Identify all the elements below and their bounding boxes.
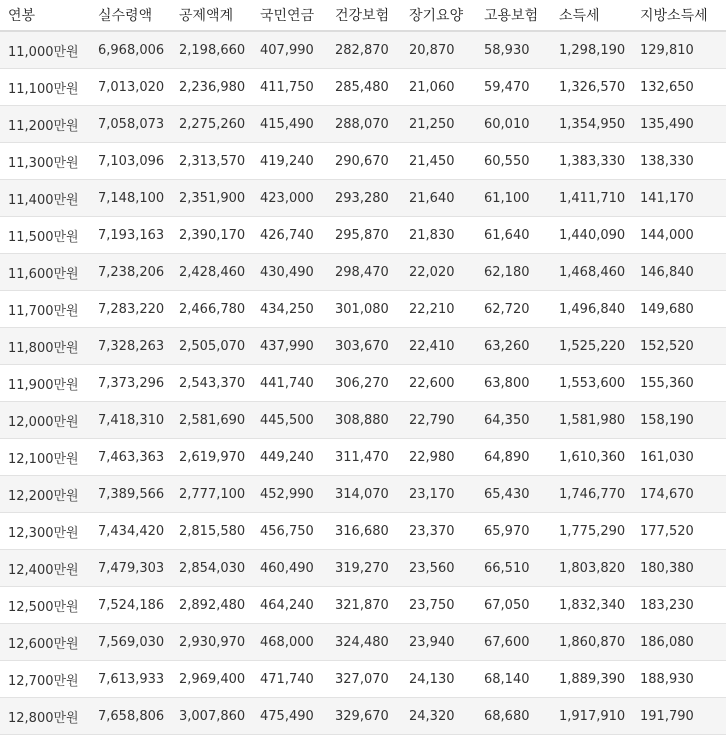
value-cell: 2,777,100	[171, 476, 252, 513]
table-row	[0, 31, 726, 69]
value-cell: 7,238,206	[90, 254, 171, 291]
table-header	[0, 0, 726, 31]
value-cell: 7,013,020	[90, 69, 171, 106]
value-cell: 22,790	[401, 402, 476, 439]
table-row	[0, 217, 726, 254]
salary-cell: 11,800만원	[0, 328, 90, 365]
value-cell: 67,600	[476, 624, 551, 661]
value-cell: 460,490	[252, 550, 327, 587]
table-row	[0, 143, 726, 180]
value-cell: 21,830	[401, 217, 476, 254]
value-cell: 1,832,340	[551, 587, 632, 624]
value-cell: 21,250	[401, 106, 476, 143]
value-cell: 301,080	[327, 291, 401, 328]
salary-cell: 12,300만원	[0, 513, 90, 550]
value-cell: 23,940	[401, 624, 476, 661]
value-cell: 63,800	[476, 365, 551, 402]
value-cell: 2,236,980	[171, 69, 252, 106]
value-cell: 2,854,030	[171, 550, 252, 587]
value-cell: 319,270	[327, 550, 401, 587]
value-cell: 303,670	[327, 328, 401, 365]
value-cell: 464,240	[252, 587, 327, 624]
column-header: 건강보험	[327, 0, 401, 31]
value-cell: 63,260	[476, 328, 551, 365]
table-row	[0, 402, 726, 439]
table-row	[0, 106, 726, 143]
header-row	[0, 0, 726, 31]
value-cell: 183,230	[632, 587, 726, 624]
value-cell: 22,210	[401, 291, 476, 328]
value-cell: 329,670	[327, 698, 401, 735]
value-cell: 2,313,570	[171, 143, 252, 180]
value-cell: 177,520	[632, 513, 726, 550]
value-cell: 58,930	[476, 31, 551, 69]
value-cell: 2,930,970	[171, 624, 252, 661]
value-cell: 7,373,296	[90, 365, 171, 402]
table-row	[0, 624, 726, 661]
value-cell: 1,525,220	[551, 328, 632, 365]
table-row	[0, 550, 726, 587]
value-cell: 1,581,980	[551, 402, 632, 439]
value-cell: 66,510	[476, 550, 551, 587]
value-cell: 68,140	[476, 661, 551, 698]
table-row	[0, 328, 726, 365]
value-cell: 21,640	[401, 180, 476, 217]
value-cell: 456,750	[252, 513, 327, 550]
value-cell: 282,870	[327, 31, 401, 69]
value-cell: 22,020	[401, 254, 476, 291]
column-header: 국민연금	[252, 0, 327, 31]
value-cell: 411,750	[252, 69, 327, 106]
value-cell: 2,351,900	[171, 180, 252, 217]
table-row	[0, 513, 726, 550]
value-cell: 1,354,950	[551, 106, 632, 143]
table-row	[0, 698, 726, 735]
salary-cell: 11,600만원	[0, 254, 90, 291]
value-cell: 132,650	[632, 69, 726, 106]
value-cell: 445,500	[252, 402, 327, 439]
value-cell: 65,970	[476, 513, 551, 550]
salary-cell: 11,900만원	[0, 365, 90, 402]
value-cell: 64,890	[476, 439, 551, 476]
salary-cell: 11,000만원	[0, 31, 90, 69]
salary-cell: 12,200만원	[0, 476, 90, 513]
value-cell: 290,670	[327, 143, 401, 180]
value-cell: 7,418,310	[90, 402, 171, 439]
value-cell: 468,000	[252, 624, 327, 661]
value-cell: 437,990	[252, 328, 327, 365]
value-cell: 1,775,290	[551, 513, 632, 550]
value-cell: 20,870	[401, 31, 476, 69]
value-cell: 161,030	[632, 439, 726, 476]
value-cell: 1,746,770	[551, 476, 632, 513]
value-cell: 60,550	[476, 143, 551, 180]
value-cell: 67,050	[476, 587, 551, 624]
value-cell: 7,569,030	[90, 624, 171, 661]
value-cell: 64,350	[476, 402, 551, 439]
value-cell: 22,410	[401, 328, 476, 365]
table-row	[0, 661, 726, 698]
value-cell: 311,470	[327, 439, 401, 476]
salary-cell: 11,400만원	[0, 180, 90, 217]
value-cell: 158,190	[632, 402, 726, 439]
value-cell: 180,380	[632, 550, 726, 587]
value-cell: 144,000	[632, 217, 726, 254]
value-cell: 61,100	[476, 180, 551, 217]
value-cell: 426,740	[252, 217, 327, 254]
value-cell: 7,479,303	[90, 550, 171, 587]
value-cell: 295,870	[327, 217, 401, 254]
column-header: 공제액계	[171, 0, 252, 31]
value-cell: 7,658,806	[90, 698, 171, 735]
value-cell: 321,870	[327, 587, 401, 624]
value-cell: 324,480	[327, 624, 401, 661]
column-header: 장기요양	[401, 0, 476, 31]
value-cell: 1,326,570	[551, 69, 632, 106]
value-cell: 1,496,840	[551, 291, 632, 328]
value-cell: 441,740	[252, 365, 327, 402]
value-cell: 7,463,363	[90, 439, 171, 476]
table-row	[0, 439, 726, 476]
value-cell: 1,860,870	[551, 624, 632, 661]
value-cell: 7,524,186	[90, 587, 171, 624]
value-cell: 7,148,100	[90, 180, 171, 217]
salary-cell: 11,100만원	[0, 69, 90, 106]
value-cell: 449,240	[252, 439, 327, 476]
value-cell: 135,490	[632, 106, 726, 143]
value-cell: 475,490	[252, 698, 327, 735]
value-cell: 285,480	[327, 69, 401, 106]
table-row	[0, 69, 726, 106]
value-cell: 1,610,360	[551, 439, 632, 476]
value-cell: 2,892,480	[171, 587, 252, 624]
value-cell: 61,640	[476, 217, 551, 254]
value-cell: 7,058,073	[90, 106, 171, 143]
value-cell: 314,070	[327, 476, 401, 513]
salary-cell: 11,700만원	[0, 291, 90, 328]
value-cell: 415,490	[252, 106, 327, 143]
value-cell: 7,328,263	[90, 328, 171, 365]
salary-cell: 11,300만원	[0, 143, 90, 180]
value-cell: 21,060	[401, 69, 476, 106]
value-cell: 22,600	[401, 365, 476, 402]
value-cell: 146,840	[632, 254, 726, 291]
table-row	[0, 365, 726, 402]
value-cell: 471,740	[252, 661, 327, 698]
salary-cell: 12,500만원	[0, 587, 90, 624]
value-cell: 23,370	[401, 513, 476, 550]
value-cell: 293,280	[327, 180, 401, 217]
value-cell: 430,490	[252, 254, 327, 291]
value-cell: 452,990	[252, 476, 327, 513]
value-cell: 2,969,400	[171, 661, 252, 698]
value-cell: 1,298,190	[551, 31, 632, 69]
value-cell: 138,330	[632, 143, 726, 180]
salary-cell: 12,000만원	[0, 402, 90, 439]
value-cell: 2,619,970	[171, 439, 252, 476]
value-cell: 141,170	[632, 180, 726, 217]
value-cell: 24,320	[401, 698, 476, 735]
value-cell: 149,680	[632, 291, 726, 328]
value-cell: 419,240	[252, 143, 327, 180]
value-cell: 288,070	[327, 106, 401, 143]
value-cell: 2,198,660	[171, 31, 252, 69]
table-body	[0, 31, 726, 735]
value-cell: 21,450	[401, 143, 476, 180]
value-cell: 306,270	[327, 365, 401, 402]
column-header: 고용보험	[476, 0, 551, 31]
value-cell: 7,389,566	[90, 476, 171, 513]
table-row	[0, 476, 726, 513]
value-cell: 2,581,690	[171, 402, 252, 439]
value-cell: 298,470	[327, 254, 401, 291]
column-header: 소득세	[551, 0, 632, 31]
value-cell: 24,130	[401, 661, 476, 698]
value-cell: 23,560	[401, 550, 476, 587]
value-cell: 65,430	[476, 476, 551, 513]
value-cell: 152,520	[632, 328, 726, 365]
value-cell: 3,007,860	[171, 698, 252, 735]
value-cell: 22,980	[401, 439, 476, 476]
value-cell: 7,103,096	[90, 143, 171, 180]
value-cell: 1,411,710	[551, 180, 632, 217]
value-cell: 7,193,163	[90, 217, 171, 254]
salary-cell: 12,700만원	[0, 661, 90, 698]
value-cell: 62,720	[476, 291, 551, 328]
value-cell: 2,466,780	[171, 291, 252, 328]
value-cell: 7,434,420	[90, 513, 171, 550]
value-cell: 60,010	[476, 106, 551, 143]
value-cell: 7,283,220	[90, 291, 171, 328]
value-cell: 188,930	[632, 661, 726, 698]
value-cell: 1,553,600	[551, 365, 632, 402]
value-cell: 59,470	[476, 69, 551, 106]
value-cell: 327,070	[327, 661, 401, 698]
value-cell: 6,968,006	[90, 31, 171, 69]
salary-cell: 12,100만원	[0, 439, 90, 476]
value-cell: 23,170	[401, 476, 476, 513]
table-row	[0, 180, 726, 217]
value-cell: 423,000	[252, 180, 327, 217]
value-cell: 2,815,580	[171, 513, 252, 550]
salary-cell: 11,500만원	[0, 217, 90, 254]
value-cell: 316,680	[327, 513, 401, 550]
value-cell: 2,275,260	[171, 106, 252, 143]
value-cell: 2,390,170	[171, 217, 252, 254]
column-header: 연봉	[0, 0, 90, 31]
value-cell: 1,803,820	[551, 550, 632, 587]
column-header: 지방소득세	[632, 0, 726, 31]
value-cell: 1,889,390	[551, 661, 632, 698]
value-cell: 191,790	[632, 698, 726, 735]
value-cell: 407,990	[252, 31, 327, 69]
value-cell: 2,543,370	[171, 365, 252, 402]
value-cell: 1,383,330	[551, 143, 632, 180]
column-header: 실수령액	[90, 0, 171, 31]
value-cell: 7,613,933	[90, 661, 171, 698]
salary-cell: 11,200만원	[0, 106, 90, 143]
value-cell: 1,468,460	[551, 254, 632, 291]
value-cell: 62,180	[476, 254, 551, 291]
value-cell: 23,750	[401, 587, 476, 624]
salary-cell: 12,800만원	[0, 698, 90, 735]
value-cell: 2,505,070	[171, 328, 252, 365]
value-cell: 174,670	[632, 476, 726, 513]
value-cell: 68,680	[476, 698, 551, 735]
table-row	[0, 587, 726, 624]
value-cell: 129,810	[632, 31, 726, 69]
table-row	[0, 254, 726, 291]
value-cell: 1,440,090	[551, 217, 632, 254]
value-cell: 155,360	[632, 365, 726, 402]
value-cell: 308,880	[327, 402, 401, 439]
value-cell: 434,250	[252, 291, 327, 328]
salary-cell: 12,400만원	[0, 550, 90, 587]
value-cell: 2,428,460	[171, 254, 252, 291]
table-row	[0, 291, 726, 328]
value-cell: 1,917,910	[551, 698, 632, 735]
value-cell: 186,080	[632, 624, 726, 661]
salary-cell: 12,600만원	[0, 624, 90, 661]
